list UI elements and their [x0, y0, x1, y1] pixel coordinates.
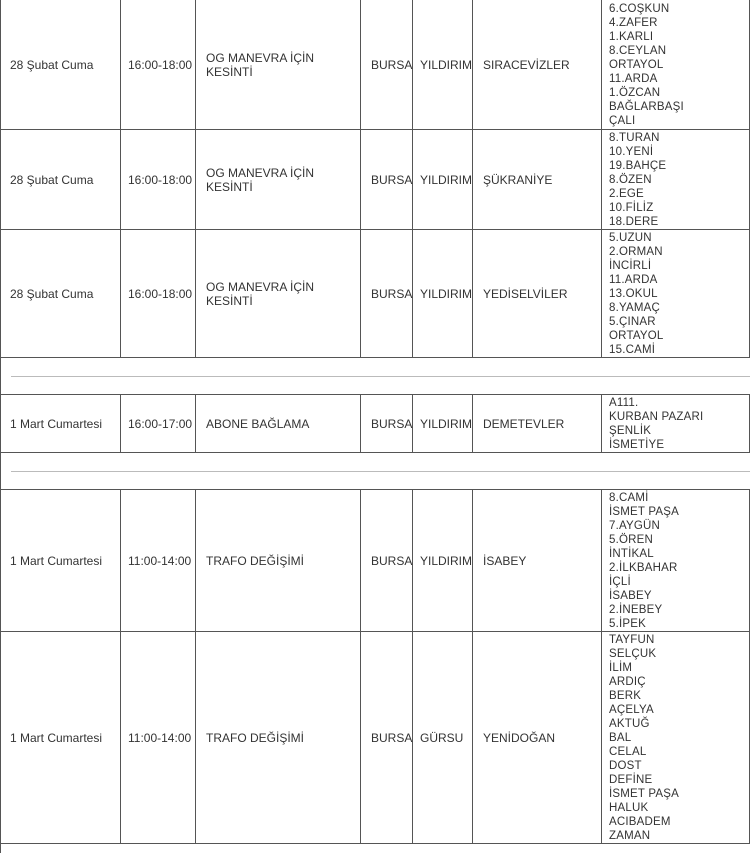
street-item: 11.ARDA	[609, 73, 658, 85]
street-item: TAYFUN	[609, 633, 655, 646]
street-item: 5.UZUN	[609, 231, 652, 244]
street-item: BAL	[609, 731, 632, 744]
street-item: 8.ÖZEN	[609, 173, 652, 186]
district-cell: YILDIRIM	[413, 130, 473, 229]
neighborhood-cell: İSABEY	[473, 490, 602, 631]
street-item: 8.YAMAÇ	[609, 301, 661, 314]
reason-cell: TRAFO DEĞİŞİMİ	[196, 632, 361, 843]
city-cell: BURSA	[361, 632, 413, 843]
street-list	[609, 2, 684, 128]
street-item: İÇLİ	[609, 575, 631, 588]
street-item: ŞENLİK	[609, 424, 652, 437]
street-item: 10.FİLİZ	[609, 201, 654, 214]
street-item: AÇELYA	[609, 703, 654, 716]
date-cell: 28 Şubat Cuma	[1, 0, 121, 129]
streets-cell	[602, 490, 750, 631]
street-item: CELAL	[609, 745, 647, 758]
street-item: 1.ÖZCAN	[609, 87, 661, 99]
neighborhood-cell: ŞÜKRANİYE	[473, 130, 602, 229]
street-item: İNCİRLİ	[609, 259, 652, 272]
time-cell: 11:00-14:00	[121, 490, 196, 631]
table-row	[1, 130, 750, 230]
street-item: ARDIÇ	[609, 675, 646, 688]
street-list	[609, 231, 663, 357]
street-list	[609, 131, 666, 229]
street-item: 4.ZAFER	[609, 17, 658, 29]
district-cell: YILDIRIM	[413, 395, 473, 452]
street-item: 10.YENİ	[609, 145, 654, 158]
street-item: AKTUĞ	[609, 717, 650, 730]
street-item: 2.EGE	[609, 187, 644, 200]
time-cell: 11:00-14:00	[121, 632, 196, 843]
city-cell: BURSA	[361, 0, 413, 129]
reason-cell: OG MANEVRA İÇİN KESİNTİ	[196, 0, 361, 129]
neighborhood-cell: YEDİSELVİLER	[473, 230, 602, 357]
time-cell: 16:00-18:00	[121, 0, 196, 129]
reason-cell: TRAFO DEĞİŞİMİ	[196, 490, 361, 631]
date-cell: 28 Şubat Cuma	[1, 230, 121, 357]
district-cell: GÜRSU	[413, 632, 473, 843]
street-item: 11.ARDA	[609, 273, 658, 286]
street-item: 15.CAMİ	[609, 343, 656, 356]
date-cell: 1 Mart Cumartesi	[1, 490, 121, 631]
table-row	[1, 395, 750, 453]
city-cell: BURSA	[361, 130, 413, 229]
street-item: 2.ORMAN	[609, 245, 663, 258]
district-cell: YILDIRIM	[413, 0, 473, 129]
divider	[11, 471, 750, 472]
street-item: 8.CAMİ	[609, 491, 649, 504]
reason-cell: OG MANEVRA İÇİN KESİNTİ	[196, 130, 361, 229]
street-item: 5.ÖREN	[609, 533, 654, 546]
neighborhood-cell: SIRACEVİZLER	[473, 0, 602, 129]
street-item: 7.AYGÜN	[609, 519, 661, 532]
city-cell: BURSA	[361, 230, 413, 357]
street-item: DOST	[609, 759, 642, 772]
reason-cell: OG MANEVRA İÇİN KESİNTİ	[196, 230, 361, 357]
district-cell: YILDIRIM	[413, 490, 473, 631]
street-item: 8.CEYLAN	[609, 45, 667, 57]
street-item: 6.COŞKUN	[609, 3, 670, 15]
street-item: 5.İPEK	[609, 617, 646, 630]
street-list	[609, 633, 679, 843]
reason-cell: ABONE BAĞLAMA	[196, 395, 361, 452]
city-cell: BURSA	[361, 395, 413, 452]
district-cell: YILDIRIM	[413, 230, 473, 357]
street-item: İSABEY	[609, 589, 652, 602]
table-row	[1, 230, 750, 358]
time-cell: 16:00-17:00	[121, 395, 196, 452]
date-cell: 28 Şubat Cuma	[1, 130, 121, 229]
street-item: DEFİNE	[609, 773, 653, 786]
table-row	[1, 490, 750, 632]
streets-cell	[602, 130, 750, 229]
street-item: ORTAYOL	[609, 329, 664, 342]
street-item: İSMET PAŞA	[609, 787, 679, 800]
street-item: 19.BAHÇE	[609, 159, 667, 172]
street-item: İLİM	[609, 661, 633, 674]
street-item: HALUK	[609, 801, 649, 814]
street-item: BAĞLARBAŞI	[609, 101, 684, 113]
streets-cell	[602, 632, 750, 843]
street-item: ÇALI	[609, 115, 636, 127]
street-list	[609, 491, 679, 631]
street-item: 2.İNEBEY	[609, 603, 663, 616]
time-cell: 16:00-18:00	[121, 230, 196, 357]
street-item: BERK	[609, 689, 642, 702]
city-cell: BURSA	[361, 490, 413, 631]
neighborhood-cell: YENİDOĞAN	[473, 632, 602, 843]
time-cell: 16:00-18:00	[121, 130, 196, 229]
street-item: A111.	[609, 396, 639, 409]
street-item: ACIBADEM	[609, 815, 671, 828]
streets-cell	[602, 230, 750, 357]
street-item: İSMETİYE	[609, 438, 665, 451]
streets-cell	[602, 395, 750, 452]
street-item: 1.KARLI	[609, 31, 654, 43]
separator-row	[1, 358, 750, 395]
street-item: ORTAYOL	[609, 59, 664, 71]
street-list	[609, 396, 703, 452]
street-item: KURBAN PAZARI	[609, 410, 704, 423]
street-item: İSMET PAŞA	[609, 505, 679, 518]
street-item: 13.OKUL	[609, 287, 658, 300]
date-cell: 1 Mart Cumartesi	[1, 632, 121, 843]
neighborhood-cell: DEMETEVLER	[473, 395, 602, 452]
street-item: 2.İLKBAHAR	[609, 561, 678, 574]
date-cell: 1 Mart Cumartesi	[1, 395, 121, 452]
table-row	[1, 632, 750, 844]
street-item: 18.DERE	[609, 215, 659, 228]
street-item: İNTİKAL	[609, 547, 654, 560]
table-row	[1, 0, 750, 130]
streets-cell	[602, 0, 750, 129]
street-item: 8.TURAN	[609, 131, 660, 144]
street-item: 5.ÇINAR	[609, 315, 656, 328]
separator-row	[1, 453, 750, 490]
street-item: ZAMAN	[609, 829, 651, 842]
divider	[11, 376, 750, 377]
street-item: SELÇUK	[609, 647, 657, 660]
